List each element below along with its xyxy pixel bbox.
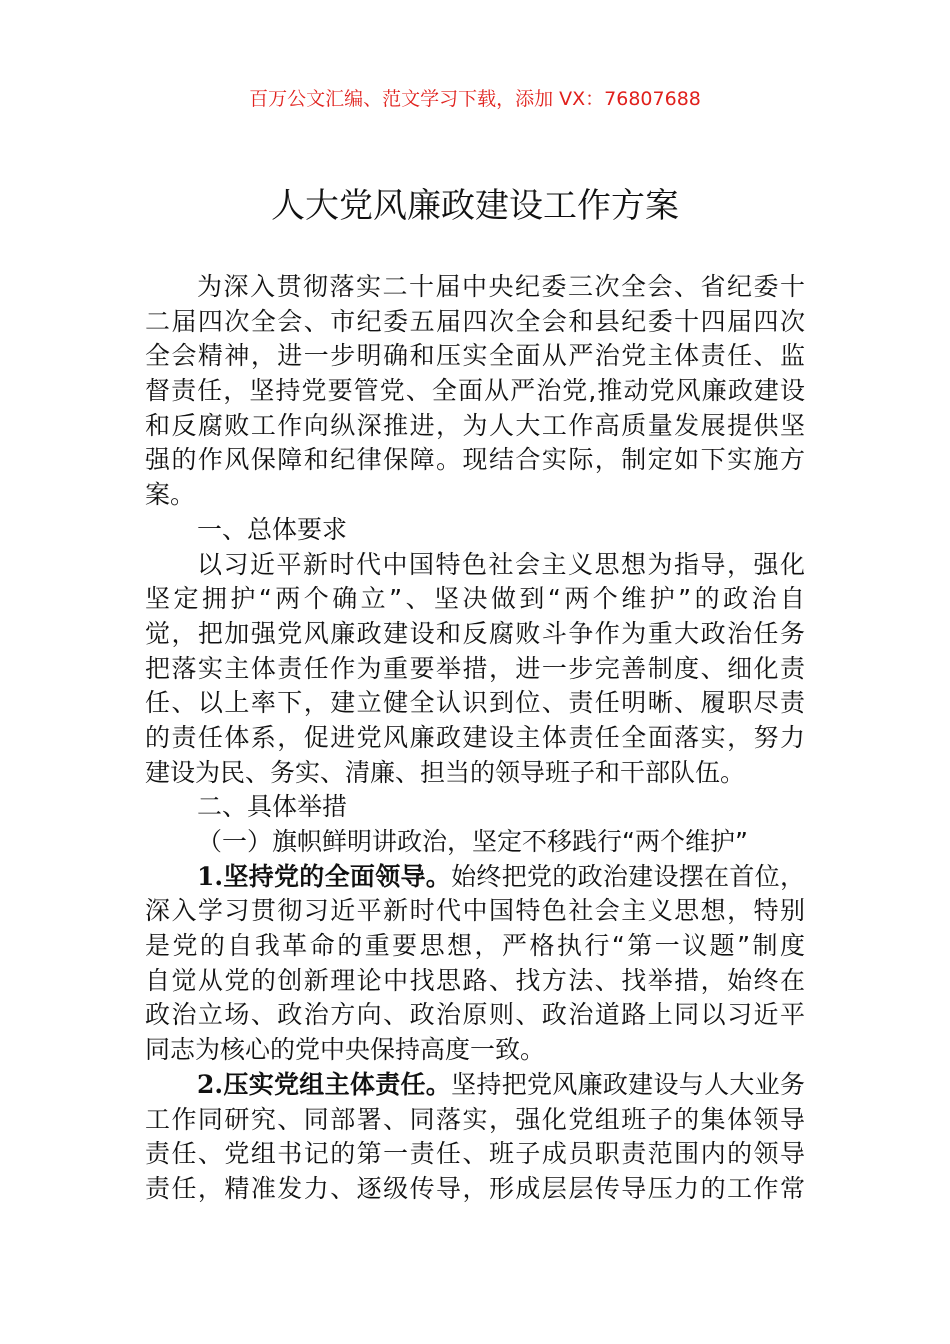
paragraph-line: 以习近平新时代中国特色社会主义思想为指导，强化 xyxy=(197,549,805,579)
paragraph-line: 工作同研究、同部署、同落实，强化党组班子的集体领导 xyxy=(145,1104,805,1134)
paragraph-line: 督责任，坚持党要管党、全面从严治党,推动党风廉政建设 xyxy=(145,376,805,406)
document-title: 人大党风廉政建设工作方案 xyxy=(271,186,679,226)
item-heading: 1.坚持党的全面领导。 xyxy=(197,861,452,891)
paragraph-line: 为深入贯彻落实二十届中央纪委三次全会、省纪委十 xyxy=(197,272,805,301)
paragraph-line: 责任、党组书记的第一责任、班子成员职责范围内的领导 xyxy=(145,1139,805,1169)
item-first-line xyxy=(145,860,805,895)
paragraph-line: 觉，把加强党风廉政建设和反腐败斗争作为重大政治任务 xyxy=(145,618,805,648)
section-heading: 一、总体要求 xyxy=(197,514,348,544)
document-body xyxy=(145,270,805,1207)
paragraph-line: 案。 xyxy=(145,480,196,510)
paragraph-line: 是党的自我革命的重要思想，严格执行“第一议题”制度 xyxy=(145,931,805,961)
paragraph-line: 和反腐败工作向纵深推进，为人大工作高质量发展提供坚 xyxy=(145,410,805,440)
item-heading: 2.压实党组主体责任。 xyxy=(197,1069,452,1099)
paragraph-line: 责任，精准发力、逐级传导，形成层层传导压力的工作常 xyxy=(145,1173,805,1203)
paragraph-line: 把落实主体责任作为重要举措，进一步完善制度、细化责 xyxy=(145,653,805,683)
paragraph-line: 坚定拥护“两个确立”、坚决做到“两个维护”的政治自 xyxy=(145,584,805,614)
item-text: 坚持把党风廉政建设与人大业务 xyxy=(451,1069,805,1099)
item-first-line xyxy=(145,1068,805,1103)
paragraph-line: 深入学习贯彻习近平新时代中国特色社会主义思想，特别 xyxy=(145,896,805,926)
paragraph-line: 强的作风保障和纪律保障。现结合实际，制定如下实施方 xyxy=(145,445,805,475)
paragraph-line: 任、以上率下，建立健全认识到位、责任明晰、履职尽责 xyxy=(145,688,805,718)
paragraph-line: 自觉从党的创新理论中找思路、找方法、找举措，始终在 xyxy=(145,965,805,995)
paragraph-line: 二届四次全会、市纪委五届四次全会和县纪委十四届四次 xyxy=(145,306,805,336)
paragraph-line: 建设为民、务实、清廉、担当的领导班子和干部队伍。 xyxy=(145,757,746,787)
paragraph-line: 同志为核心的党中央保持高度一致。 xyxy=(145,1035,546,1065)
paragraph-line: 全会精神，进一步明确和压实全面从严治党主体责任、监 xyxy=(145,341,805,371)
paragraph-line: 政治立场、政治方向、政治原则、政治道路上同以习近平 xyxy=(145,1000,805,1030)
item-text: 始终把党的政治建设摆在首位， xyxy=(451,861,805,891)
section-heading: 二、具体举措 xyxy=(197,792,348,822)
subsection-heading: （一）旗帜鲜明讲政治，坚定不移践行“两个维护” xyxy=(197,827,748,856)
paragraph-line: 的责任体系，促进党风廉政建设主体责任全面落实，努力 xyxy=(145,722,805,752)
watermark-header: 百万公文汇编、范文学习下载，添加 VX：76807688 xyxy=(249,88,701,110)
